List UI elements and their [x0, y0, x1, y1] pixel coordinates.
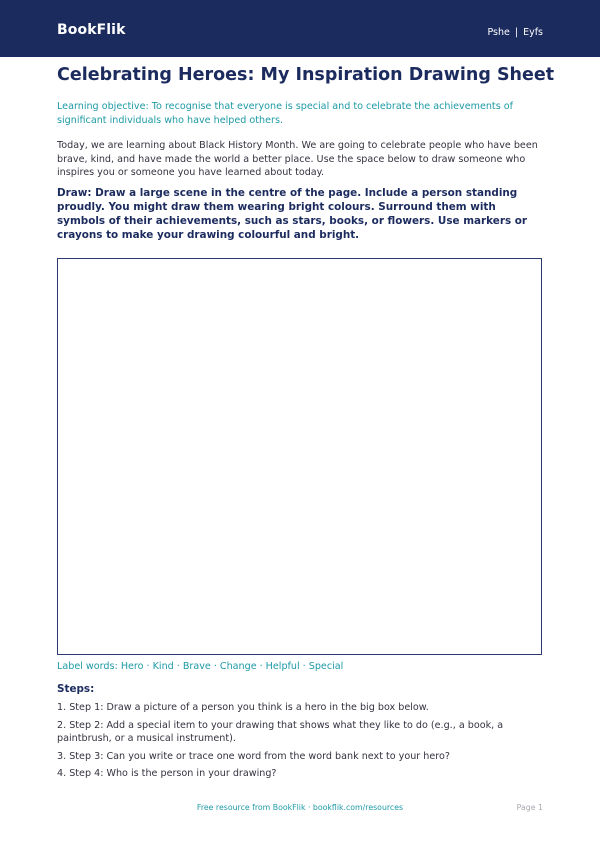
label-word: Helpful — [265, 661, 300, 672]
step-item: 1. Step 1: Draw a picture of a person you think is a hero in the big box below. — [57, 702, 429, 713]
label-word-separator: · — [146, 661, 150, 672]
label-word-separator: · — [302, 661, 306, 672]
learning-objective: Learning objective: To recognise that everyone is special and to celebrate the achievements of significant individuals who have helped others. — [57, 101, 513, 126]
label-words — [57, 661, 343, 672]
label-words-prefix: Label words: — [57, 661, 118, 672]
steps-list — [57, 701, 552, 785]
label-word: Special — [308, 661, 344, 672]
step-item: 3. Step 3: Can you write or trace one word from the word bank next to your hero? — [57, 750, 450, 762]
brand-logo[interactable]: BookFlik — [57, 22, 126, 38]
label-word: Hero — [120, 661, 144, 672]
label-word-separator: · — [259, 661, 263, 672]
intro-paragraph: Today, we are learning about Black History Month. We are going to celebrate people who have been brave, kind, and have made the world a better place. Use the space below to draw someone who inspires you or someone you have learned about today. — [57, 140, 538, 178]
label-word-separator: · — [213, 661, 217, 672]
header-bar — [0, 0, 600, 57]
label-word-separator: · — [176, 661, 180, 672]
subject-tags — [487, 27, 543, 38]
footer-credit[interactable]: Free resource from BookFlik · bookflik.com/resources — [196, 803, 404, 812]
label-word: Change — [219, 661, 257, 672]
tag-separator: | — [514, 27, 519, 38]
tag-stage: Eyfs — [523, 27, 543, 38]
steps-heading: Steps: — [57, 683, 95, 695]
drawing-instruction: Draw: Draw a large scene in the centre of the page. Include a person standing proudly. You might draw them wearing bright colours. Surround them with symbols of their achievements, such as stars, books, or flowers. Use markers or crayons to make your drawing colourful and bright. — [57, 187, 528, 241]
step-item: 4. Step 4: Who is the person in your drawing? — [57, 768, 277, 779]
page-number: Page 1 — [516, 803, 543, 812]
page-title: Celebrating Heroes: My Inspiration Drawing Sheet — [57, 65, 555, 85]
step-item: 2. Step 2: Add a special item to your drawing that shows what they like to do (e.g., a book, a paintbrush, or a musical instrument). — [57, 719, 504, 744]
drawing-area[interactable] — [57, 258, 542, 655]
tag-subject: Pshe — [487, 27, 510, 38]
label-word: Kind — [152, 661, 174, 672]
label-word: Brave — [182, 661, 211, 672]
